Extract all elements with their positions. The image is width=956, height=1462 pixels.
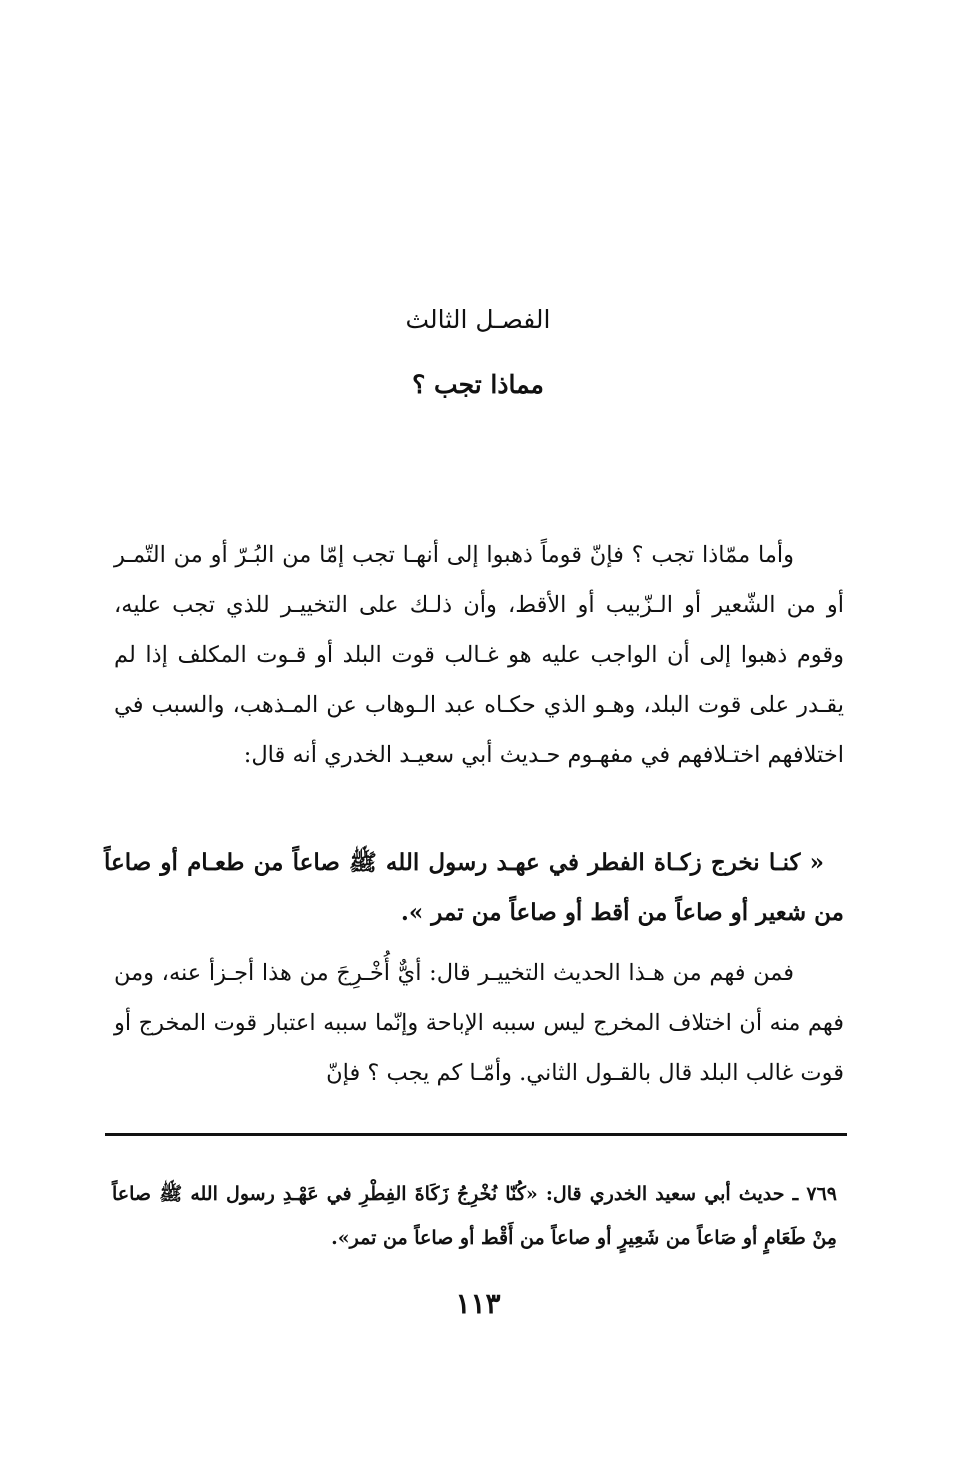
footnote: ٧٦٩ ـ حديث أبي سعيد الخدري قال: «كُنّا نُخْرِجُ زَكَاةَ الفِطْرِ في عَهْـدِ رسول الله ﷺ صاعاً مِنْ طَعَامٍ أو صَاعاً من شَعِيرٍ أو صاعاً من أَقْط أو صاعاً من تمر». [112, 1183, 837, 1249]
chapter-label: الفصـل الثالث [405, 305, 551, 334]
paragraph-after: فمن فهم من هـذا الحديث التخييـر قال: أيٌّ أُخْـرِجَ من هذا أجـزأ عنه، ومن فهم منه أن اختلاف المخرج ليس سببه الإباحة وإنّما سببه اعتبار قوت المخرج أو قوت غالب البلد قال بالقـول الثاني. وأمّـا كم يجب ؟ فإنّ [114, 960, 844, 1086]
chapter-title: مماذا تجب ؟ [412, 370, 544, 399]
paragraph-intro: وأما ممّاذا تجب ؟ فإنّ قوماً ذهبوا إلى أنهـا تجب إمّا من البُـرّ أو من التّمـر أو من الشّعير أو الـزّبيب أو الأقط، وأن ذلـك على التخييـر للذي تجب عليه، وقوم ذهبوا إلى أن الواجب عليه هو غـالب قوت البلد أو قـوت المكلف إذا لم يقـدر على قوت البلد، وهـو الذي حكـاه عبد الـوهاب عن المـذهب، والسبب في اختلافهم اختـلافهم في مفهـوم حـديث أبي سعيـد الخدري أنه قال: [114, 542, 844, 768]
hadith-quote: « كنـا نخرج زكـاة الفطر في عهـد رسول الله ﷺ صاعاً من طعـام أو صاعاً من شعير أو صاعاً من أقط أو صاعاً من تمر ». [104, 849, 844, 926]
footnote-divider [105, 1133, 847, 1136]
page-number: ١١٣ [455, 1287, 501, 1320]
